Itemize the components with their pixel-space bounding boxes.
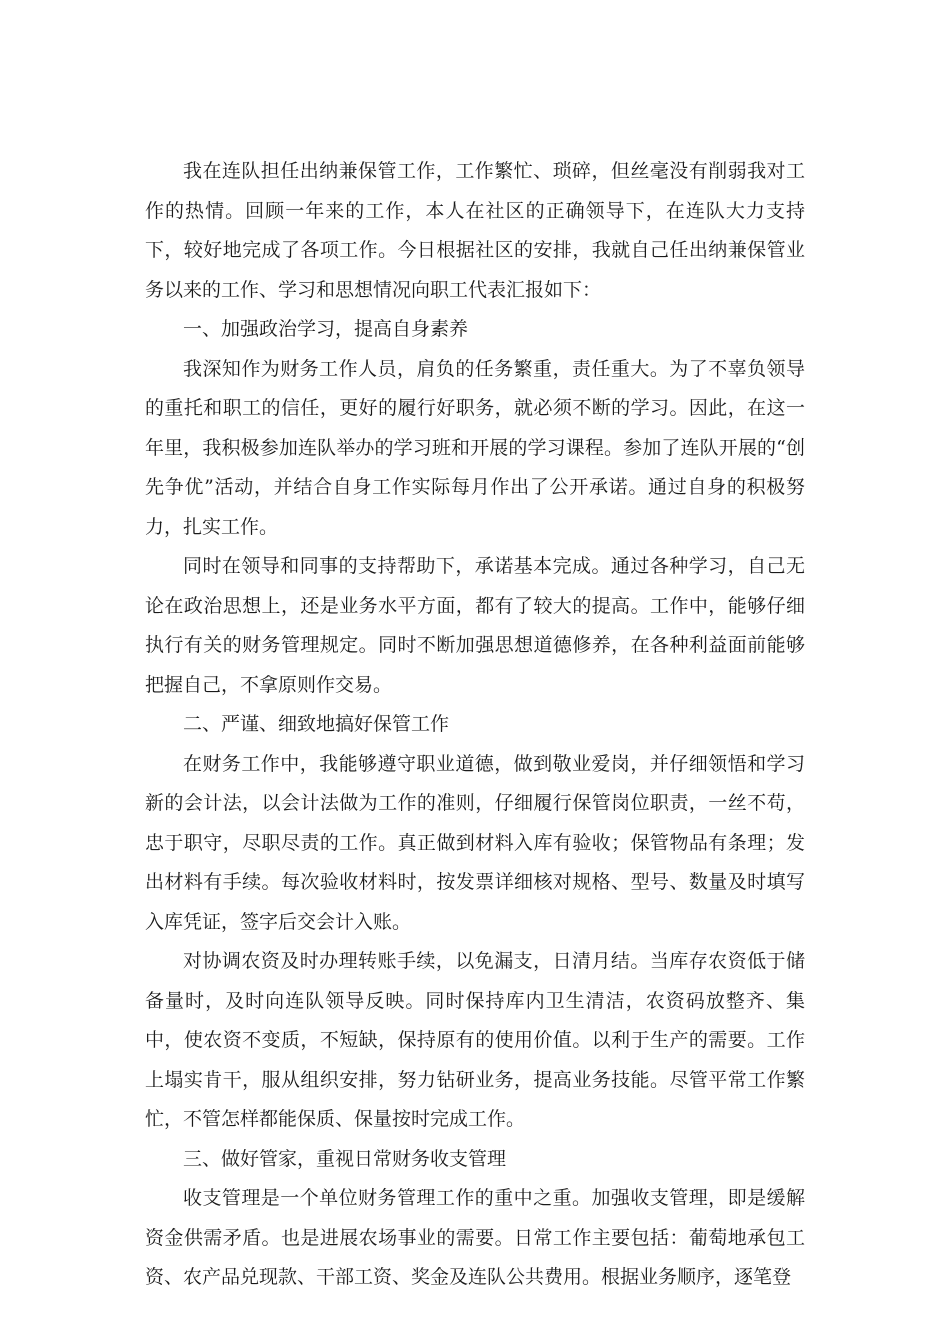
section-heading: 二、严谨、细致地搞好保管工作 xyxy=(183,713,450,735)
body-paragraph: 我深知作为财务工作人员，肩负的任务繁重，责任重大。为了不辜负领导的重托和职工的信任，更好的履行好职务，就必须不断的学习。因此，在这一年里，我积极参加连队举办的学习班和开展的学习课程。参加了连队开展的“创先争优”活动，并结合自身工作实际每月作出了公开承诺。通过自身的积极努力，扎实工作。 xyxy=(145,357,805,538)
body-paragraph: 对协调农资及时办理转账手续，以免漏支，日清月结。当库存农资低于储备量时，及时向连队领导反映。同时保持库内卫生清洁，农资码放整齐、集中，使农资不变质，不短缺，保持原有的使用价值。以利于生产的需要。工作上塌实肯干，服从组织安排，努力钻研业务，提高业务技能。尽管平常工作繁忙，不管怎样都能保质、保量按时完成工作。 xyxy=(145,950,805,1130)
section-heading: 三、做好管家，重视日常财务收支管理 xyxy=(183,1147,507,1170)
body-paragraph: 收支管理是一个单位财务管理工作的重中之重。加强收支管理，即是缓解资金供需矛盾。也是进展农场事业的需要。日常工作主要包括：葡萄地承包工资、农产品兑现款、干部工资、奖金及连队公共费用。根据业务顺序，逐笔登 xyxy=(145,1187,805,1288)
body-paragraph: 我在连队担任出纳兼保管工作，工作繁忙、琐碎，但丝毫没有削弱我对工作的热情。回顾一年来的工作，本人在社区的正确领导下，在连队大力支持下，较好地完成了各项工作。今日根据社区的安排，我就自己任出纳兼保管业务以来的工作、学习和思想情况向职工代表汇报如下： xyxy=(145,160,805,301)
document-body xyxy=(145,152,805,1298)
body-paragraph: 在财务工作中，我能够遵守职业道德，做到敬业爱岗，并仔细领悟和学习新的会计法，以会计法做为工作的准则，仔细履行保管岗位职责，一丝不苟，忠于职守，尽职尽责的工作。真正做到材料入库有验收；保管物品有条理；发出材料有手续。每次验收材料时，按发票详细核对规格、型号、数量及时填写入库凭证，签字后交会计入账。 xyxy=(145,752,805,933)
section-heading: 一、加强政治学习，提高自身素养 xyxy=(183,318,469,340)
body-paragraph: 同时在领导和同事的支持帮助下，承诺基本完成。通过各种学习，自己无论在政治思想上，还是业务水平方面，都有了较大的提高。工作中，能够仔细执行有关的财务管理规定。同时不断加强思想道德修养，在各种利益面前能够把握自己，不拿原则作交易。 xyxy=(145,555,805,696)
